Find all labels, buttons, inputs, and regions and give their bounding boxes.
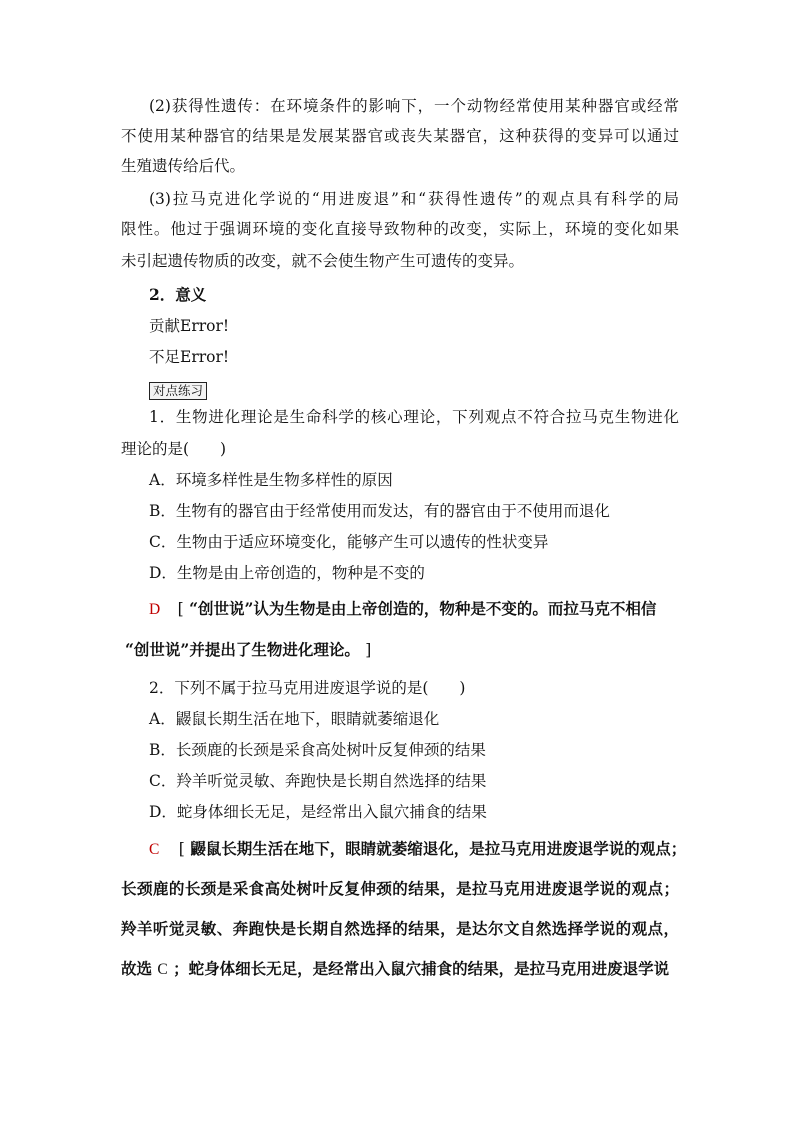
q1-option-b: B．生物有的器官由于经常使用而发达，有的器官由于不使用而退化 — [149, 502, 610, 520]
q2-stem: 2．下列不属于拉马克用进废退学说的是( ) — [149, 679, 466, 697]
q1-explanation-text2: “创世说”并提出了生物进化理论。 — [125, 640, 360, 659]
q1-stem-line2: 理论的是( ) — [121, 440, 227, 458]
q2-option-b: B．长颈鹿的长颈是采食高处树叶反复伸颈的结果 — [149, 741, 486, 759]
q1-option-d: D．生物是由上帝创造的，物种是不变的 — [149, 564, 425, 582]
meaning-contribution: 贡献Error! — [149, 317, 230, 335]
paragraph-acquired-inheritance-line1: (2)获得性遗传：在环境条件的影响下，一个动物经常使用某种器官或经常 — [149, 97, 679, 115]
paragraph-acquired-inheritance-line2: 不使用某种器官的结果是发展某器官或丧失某器官，这种获得的变异可以通过 — [121, 127, 679, 145]
q2-answer: C — [149, 841, 160, 858]
practice-tag: 对点练习 — [149, 382, 207, 400]
paragraph-acquired-inheritance-line3: 生殖遗传给后代。 — [121, 157, 246, 175]
q1-answer: D — [149, 601, 161, 618]
q2-option-a: A．鼹鼠长期生活在地下，眼睛就萎缩退化 — [149, 710, 440, 728]
q1-option-a: A．环境多样性是生物多样性的原因 — [149, 471, 393, 489]
q2-option-d: D．蛇身体细长无足，是经常出入鼠穴捕食的结果 — [149, 803, 487, 821]
q2-explanation-answer: C — [157, 961, 168, 978]
bracket-open: [ — [178, 840, 185, 858]
section-heading-meaning: 2．意义 — [149, 285, 207, 304]
meaning-shortcoming: 不足Error! — [149, 348, 230, 366]
bracket-close: ] — [365, 641, 372, 659]
q2-explanation-prefix: 故选 — [121, 959, 153, 978]
q1-option-c: C．生物由于适应环境变化，能够产生可以遗传的性状变异 — [149, 533, 549, 551]
paragraph-limitation-line3: 未引起遗传物质的改变，就不会使生物产生可遗传的变异。 — [121, 252, 525, 270]
q2-explanation-line4 — [121, 958, 679, 981]
paragraph-limitation-line1: (3)拉马克进化学说的“用进废退”和“获得性遗传”的观点具有科学的局 — [149, 190, 679, 208]
q2-explanation-line1 — [149, 838, 687, 861]
q1-stem-line1: 1．生物进化理论是生命科学的核心理论，下列观点不符合拉马克生物进化 — [149, 408, 679, 426]
q1-explanation-line2 — [125, 639, 683, 661]
q2-explanation-line3: 羚羊听觉灵敏、奔跑快是长期自然选择的结果，是达尔文自然选择学说的观点， — [121, 919, 679, 938]
q2-explanation-rest: ；蛇身体细长无足，是经常出入鼠穴捕食的结果，是拉马克用进废退学说 — [173, 959, 670, 978]
q2-option-c: C．羚羊听觉灵敏、奔跑快是长期自然选择的结果 — [149, 772, 487, 790]
q1-explanation-text1: “创世说”认为生物是由上帝创造的，物种是不变的。而拉马克不相信 — [189, 599, 657, 618]
q2-explanation-text1: 鼹鼠长期生活在地下，眼睛就萎缩退化，是拉马克用进废退学说的观点； — [190, 839, 687, 858]
q2-explanation-line2: 长颈鹿的长颈是采食高处树叶反复伸颈的结果，是拉马克用进废退学说的观点； — [121, 879, 679, 898]
q1-explanation-line1 — [149, 598, 679, 621]
bracket-open: [ — [177, 600, 184, 618]
paragraph-limitation-line2: 限性。他过于强调环境的变化直接导致物种的改变，实际上，环境的变化如果 — [121, 220, 679, 238]
